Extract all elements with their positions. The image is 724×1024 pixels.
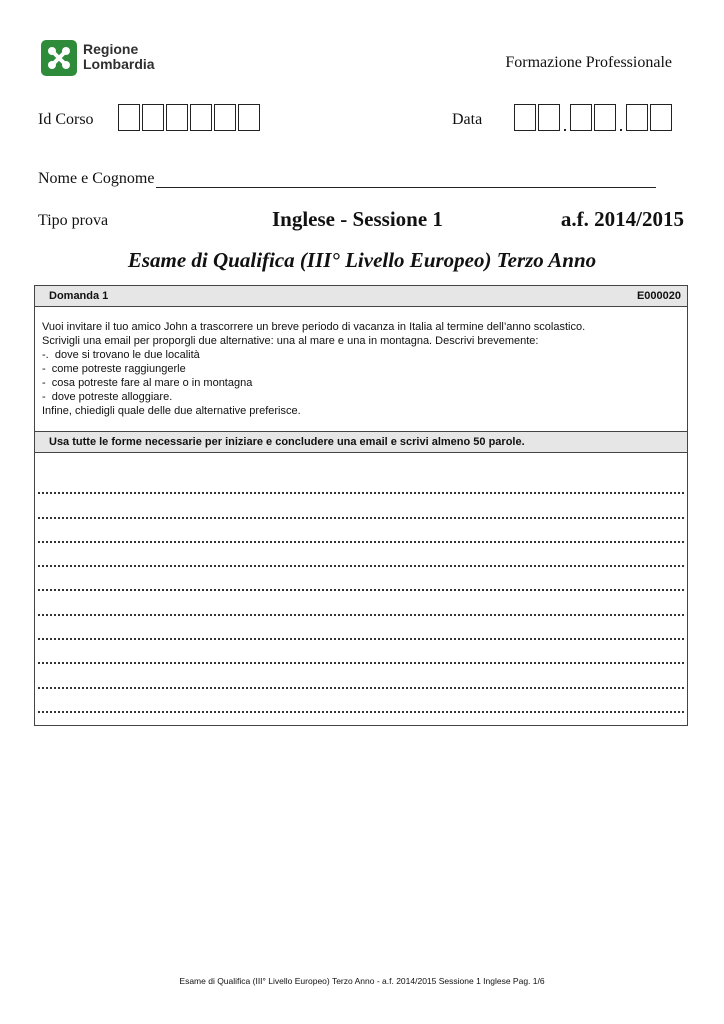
question-line: Vuoi invitare il tuo amico John a trascorrere un breve periodo di vacanza in Italia al termine dell’anno scolastico. xyxy=(42,321,586,333)
question-line: -. dove si trovano le due località xyxy=(42,349,200,361)
academic-year: a.f. 2014/2015 xyxy=(560,207,684,231)
tipo-prova-label: Tipo prova xyxy=(38,212,109,229)
date-boxes[interactable] xyxy=(514,104,674,131)
answer-line[interactable] xyxy=(38,494,684,518)
date-separator xyxy=(618,104,626,131)
instruction-text: Usa tutte le forme necessarie per iniziare e concludere una email e scrivi almeno 50 parole. xyxy=(49,436,525,448)
answer-line[interactable] xyxy=(38,543,684,567)
id-corso-digit-box[interactable] xyxy=(166,104,188,131)
id-corso-boxes[interactable] xyxy=(118,104,262,131)
question-label: Domanda 1 xyxy=(49,290,109,302)
answer-line[interactable] xyxy=(38,591,684,615)
logo-line-1: Regione xyxy=(83,41,139,57)
id-corso-digit-box[interactable] xyxy=(190,104,212,131)
date-digit-box[interactable] xyxy=(650,104,672,131)
question-line: - cosa potreste fare al mare o in montagna xyxy=(42,377,253,389)
answer-line[interactable] xyxy=(38,640,684,664)
question-box xyxy=(34,285,688,726)
question-line: Scrivigli una email per proporgli due alternative: una al mare e una in montagna. Descrivi brevemente: xyxy=(42,335,539,347)
logo-wordmark xyxy=(83,42,155,72)
answer-line[interactable] xyxy=(38,519,684,543)
regione-lombardia-logo-icon xyxy=(41,40,77,76)
date-separator xyxy=(562,104,570,131)
department-title: Formazione Professionale xyxy=(505,54,672,71)
date-digit-box[interactable] xyxy=(594,104,616,131)
logo-line-2: Lombardia xyxy=(83,56,155,72)
answer-line[interactable] xyxy=(38,616,684,640)
date-digit-box[interactable] xyxy=(570,104,592,131)
name-field[interactable] xyxy=(38,170,656,188)
id-corso-digit-box[interactable] xyxy=(214,104,236,131)
question-code: E000020 xyxy=(636,290,681,302)
id-corso-label: Id Corso xyxy=(38,111,94,128)
name-input-line[interactable] xyxy=(156,170,656,188)
page-footer: Esame di Qualifica (III° Livello Europeo) Terzo Anno - a.f. 2014/2015 Sessione 1 Inglese Pag. 1/6 xyxy=(179,976,545,986)
instruction-bar xyxy=(35,431,687,453)
question-header xyxy=(35,286,687,307)
id-corso-digit-box[interactable] xyxy=(238,104,260,131)
exam-title: Esame di Qualifica (III° Livello Europeo) Terzo Anno xyxy=(127,248,597,272)
date-digit-box[interactable] xyxy=(538,104,560,131)
regione-lombardia-logo xyxy=(41,40,171,80)
answer-line[interactable] xyxy=(38,470,684,494)
answer-area[interactable] xyxy=(38,470,684,713)
question-line: Infine, chiedigli quale delle due alternative preferisce. xyxy=(42,405,301,417)
date-digit-box[interactable] xyxy=(626,104,648,131)
question-line: - dove potreste alloggiare. xyxy=(42,391,173,403)
exam-subject: Inglese - Sessione 1 xyxy=(272,207,443,231)
id-corso-digit-box[interactable] xyxy=(118,104,140,131)
date-digit-box[interactable] xyxy=(514,104,536,131)
question-line: - come potreste raggiungerle xyxy=(42,363,186,375)
answer-line[interactable] xyxy=(38,567,684,591)
answer-line[interactable] xyxy=(38,664,684,688)
name-label: Nome e Cognome xyxy=(38,170,155,187)
id-corso-digit-box[interactable] xyxy=(142,104,164,131)
answer-line[interactable] xyxy=(38,689,684,713)
question-text xyxy=(42,320,585,418)
data-label: Data xyxy=(452,111,483,128)
